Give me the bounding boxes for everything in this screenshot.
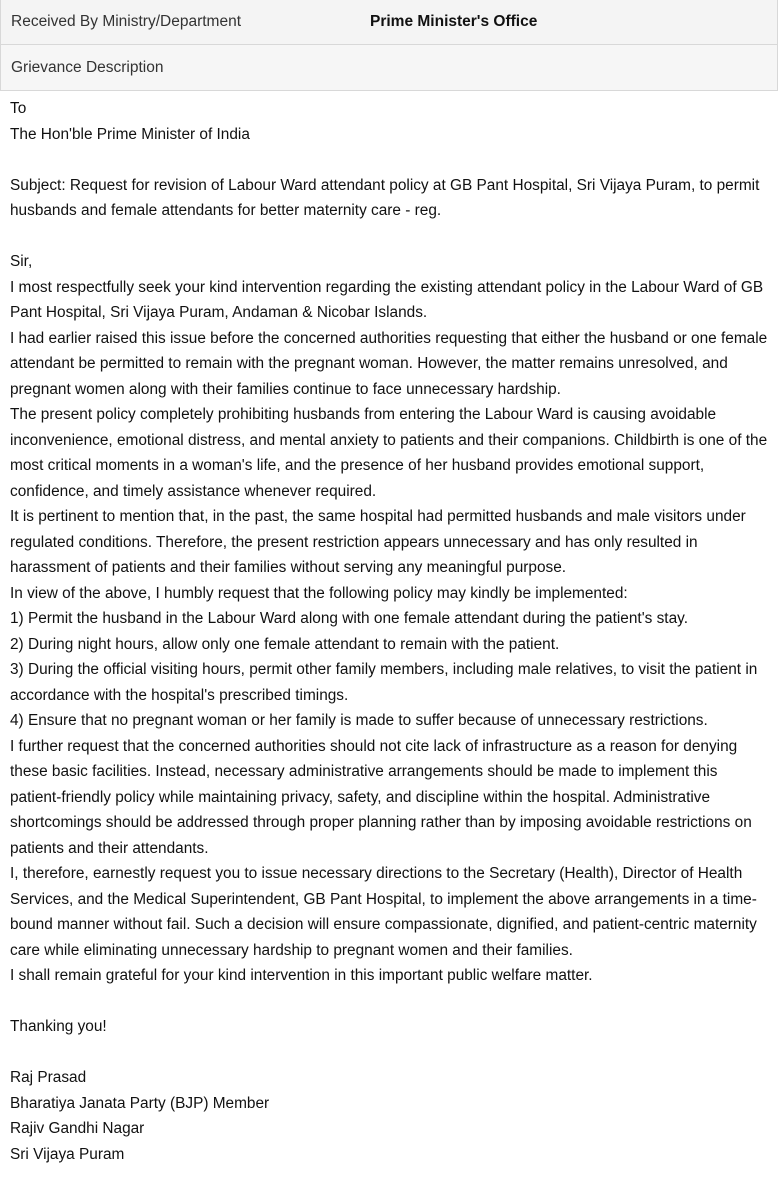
letter-paragraph: In view of the above, I humbly request that the following policy may kindly be implemented: bbox=[10, 584, 628, 602]
grievance-description-header bbox=[0, 45, 778, 91]
letter-paragraph: I further request that the concerned authorities should not cite lack of infrastructure as a reason for denying these basic facilities. Instead, necessary administrative arrangements should be made to implement this patient-friendly policy while maintaining privacy, safety, and discipline within the hospital. Administrative shortcomings should be addressed through proper planning rather than by imposing avoidable restrictions on patients and their attendants. bbox=[10, 737, 752, 857]
letter-paragraph: I shall remain grateful for your kind intervention in this important public welfare matter. bbox=[10, 967, 593, 984]
signature-city: Sri Vijaya Puram bbox=[10, 1145, 125, 1163]
letter-paragraph: I, therefore, earnestly request you to issue necessary directions to the Secretary (Health), Director of Health Services, and the Medical Superintendent, GB Pant Hospital, to implement the above arrangements in a time-bound manner without fail. Such a decision will ensure compassionate, dignified, and patient-centric maternity care while eliminating unnecessary hardship to pregnant women and their families. bbox=[10, 865, 757, 959]
policy-item: 3) During the official visiting hours, permit other family members, including male relatives, to visit the patient in accordance with the hospital's prescribed timings. bbox=[10, 661, 758, 704]
policy-item: 4) Ensure that no pregnant woman or her family is made to suffer because of unnecessary restrictions. bbox=[10, 712, 708, 729]
letter-paragraph: I most respectfully seek your kind intervention regarding the existing attendant policy in the Labour Ward of GB Pant Hospital, Sri Vijaya Puram, Andaman & Nicobar Islands. bbox=[10, 278, 764, 321]
letter-paragraph: I had earlier raised this issue before the concerned authorities requesting that either the husband or one female attendant be permitted to remain with the pregnant woman. However, the matter remains unresolved, and pregnant women along with their families continue to face unnecessary hardship. bbox=[10, 329, 768, 398]
letter-subject: Subject: Request for revision of Labour Ward attendant policy at GB Pant Hospital, Sri Vijaya Puram, to permit husbands and female attendants for better maternity care - reg. bbox=[10, 176, 760, 219]
policy-item: 1) Permit the husband in the Labour Ward along with one female attendant during the patient's stay. bbox=[10, 610, 688, 627]
signature-locality: Rajiv Gandhi Nagar bbox=[10, 1120, 145, 1137]
signature-affiliation: Bharatiya Janata Party (BJP) Member bbox=[10, 1094, 270, 1112]
letter-to: To bbox=[10, 100, 27, 117]
letter-paragraph: It is pertinent to mention that, in the past, the same hospital had permitted husbands and male visitors under regulated conditions. Therefore, the present restriction appears unnecessary and has only resulted in harassment of patients and their families without serving any meaningful purpose. bbox=[10, 508, 746, 576]
received-by-value: Prime Minister's Office bbox=[370, 13, 538, 30]
received-by-row bbox=[0, 0, 778, 45]
letter-closing: Thanking you! bbox=[10, 1018, 107, 1035]
grievance-description-label: Grievance Description bbox=[11, 58, 164, 76]
letter-salutation: Sir, bbox=[10, 253, 33, 270]
letter-addressee: The Hon'ble Prime Minister of India bbox=[10, 125, 250, 143]
signature-name: Raj Prasad bbox=[10, 1069, 87, 1086]
letter-paragraph: The present policy completely prohibiting husbands from entering the Labour Ward is causing avoidable inconvenience, emotional distress, and mental anxiety to patients and their companions. Childbirth is one of the most critical moments in a woman's life, and the presence of her husband provides emotional support, confidence, and timely assistance whenever required. bbox=[10, 406, 768, 500]
policy-item: 2) During night hours, allow only one female attendant to remain with the patient. bbox=[10, 635, 560, 653]
grievance-description-body bbox=[0, 91, 778, 1167]
received-by-label: Received By Ministry/Department bbox=[11, 13, 241, 30]
